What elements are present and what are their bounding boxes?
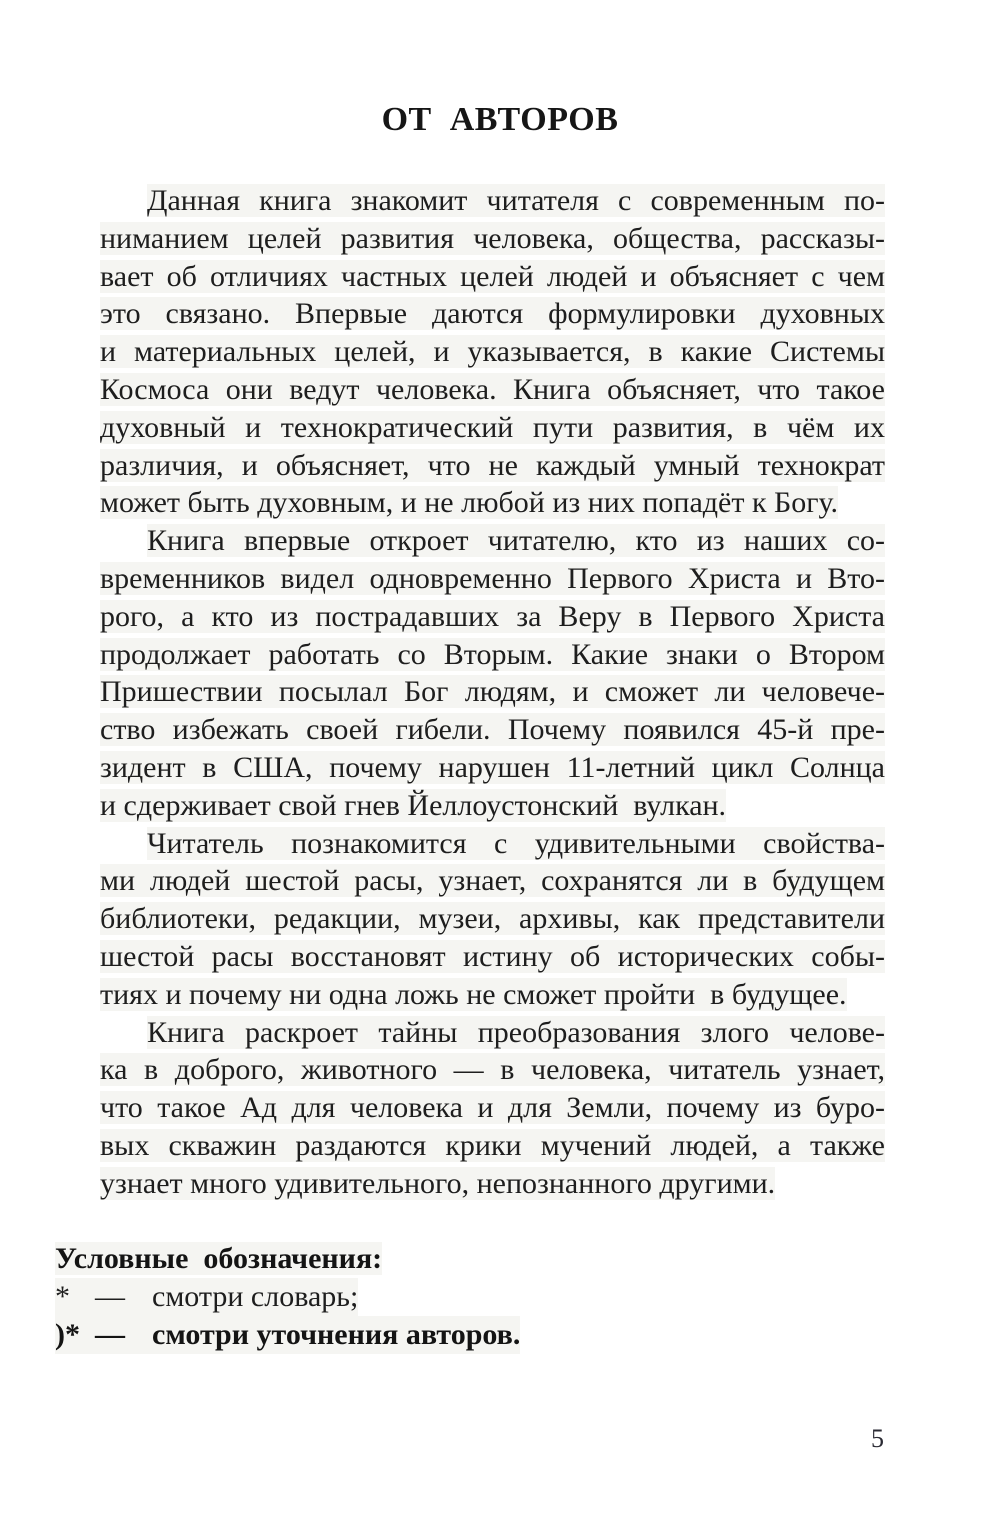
legend-item: [55, 1316, 785, 1354]
legend-symbol: *: [55, 1278, 95, 1316]
body-line: может быть духовным, и не любой из них попадёт к Богу.: [100, 486, 839, 520]
legend-text: смотри уточнения авторов.: [152, 1316, 520, 1354]
body-line: Книга раскроет тайны преобразования злого челове-: [147, 1015, 885, 1049]
paragraph: [100, 825, 885, 1014]
body-line: Пришествии посылал Бог людям, и сможет ли человече-: [100, 675, 885, 709]
legend-symbol: )*: [55, 1316, 95, 1354]
legend-item: [55, 1278, 785, 1316]
legend-dash: —: [95, 1278, 152, 1316]
legend: [55, 1240, 785, 1354]
body-line: ка в доброго, животного — в человека, читатель узнает,: [100, 1053, 885, 1087]
body-line: узнает много удивительного, непознанного другими.: [100, 1166, 776, 1200]
body-line: вых скважин раздаются крики мучений людей, а также: [100, 1128, 885, 1162]
body-line: зидент в США, почему нарушен 11-летний цикл Солнца: [100, 750, 885, 784]
body-line: ство избежать своей гибели. Почему появился 45-й пре-: [100, 713, 885, 747]
body-line: Космоса они ведут человека. Книга объясняет, что такое: [100, 372, 885, 406]
paragraph: [100, 1014, 885, 1203]
page-title-text: ОТ АВТОРОВ: [381, 101, 619, 138]
page-number: 5: [871, 1424, 884, 1453]
body-line: рого, а кто из пострадавших за Веру в Первого Христа: [100, 599, 885, 633]
body-line: это связано. Впервые даются формулировки духовных: [100, 297, 885, 331]
body-line: Читатель познакомится с удивительными свойства-: [147, 826, 885, 860]
body-line: тиях и почему ни одна ложь не сможет пройти в будущее.: [100, 977, 847, 1011]
legend-dash: —: [95, 1316, 152, 1354]
body-line: что такое Ад для человека и для Земли, почему из буро-: [100, 1091, 885, 1125]
body-line: ниманием целей развития человека, общества, рассказы-: [100, 221, 885, 255]
body-line: духовный и технократический пути развития, в чём их: [100, 410, 885, 444]
paragraph: [100, 182, 885, 522]
body-line: шестой расы восстановят истину об исторических собы-: [100, 939, 885, 973]
body-line: вает об отличиях частных целей людей и объясняет с чем: [100, 259, 885, 293]
body-line: временников видел одновременно Первого Христа и Вто-: [100, 561, 885, 595]
body-line: ми людей шестой расы, узнает, сохранятся ли в будущем: [100, 864, 885, 898]
body-line: Данная книга знакомит читателя с современным по-: [147, 184, 885, 217]
paragraph: [100, 522, 885, 824]
body-text: [100, 182, 885, 1203]
body-line: продолжает работать со Вторым. Какие знаки о Втором: [100, 637, 885, 671]
body-line: Книга впервые откроет читателю, кто из наших со-: [147, 524, 885, 558]
body-line: различия, и объясняет, что не каждый умный технократ: [100, 448, 885, 482]
legend-text: смотри словарь;: [152, 1278, 358, 1316]
body-line: и сдерживает свой гнев Йеллоустонский вулкан.: [100, 788, 727, 822]
body-line: библиотеки, редакции, музеи, архивы, как представители: [100, 902, 885, 936]
page-title: [0, 0, 1000, 140]
legend-heading: Условные обозначения:: [55, 1241, 383, 1275]
body-line: и материальных целей, и указывается, в какие Системы: [100, 335, 885, 369]
